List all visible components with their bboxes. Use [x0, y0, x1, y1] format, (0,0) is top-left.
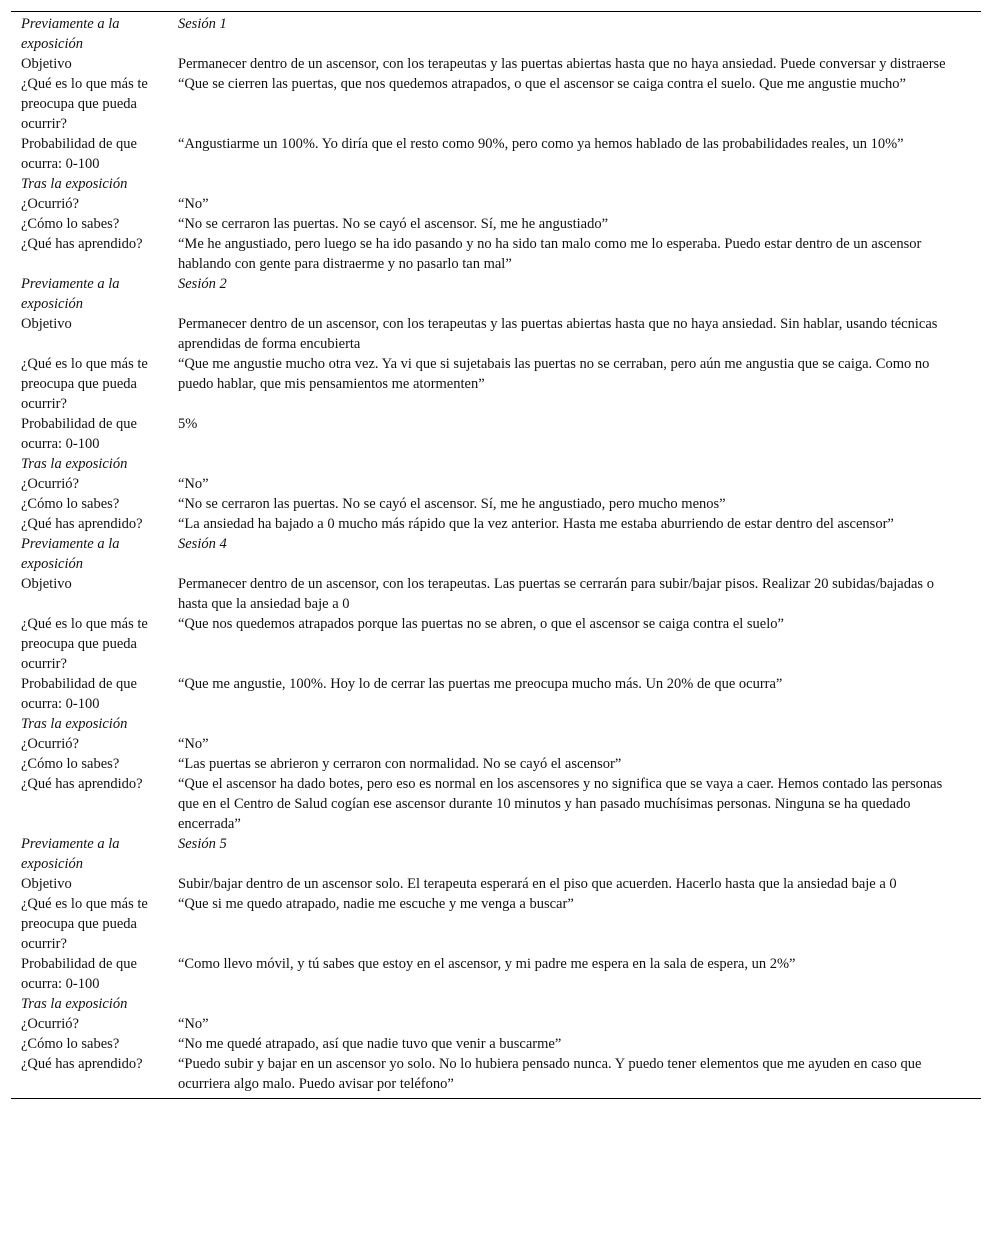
row-value: “Que me angustie mucho otra vez. Ya vi que si sujetabais las puertas no se cerraban, pero aún me angustia que se caiga. Como no puedo hablar, que mis pensamientos me atormenten” — [178, 356, 930, 392]
table-row — [11, 74, 981, 134]
row-label: ¿Qué es lo que más te preocupa que pueda ocurrir? — [21, 76, 148, 132]
row-label: ¿Cómo lo sabes? — [21, 216, 120, 232]
row-value: “Que me angustie, 100%. Hoy lo de cerrar las puertas me preocupa mucho más. Un 20% de que ocurra” — [178, 676, 783, 692]
row-label: Objetivo — [21, 576, 72, 592]
session-header-row — [11, 834, 981, 874]
row-value: “No” — [178, 476, 209, 492]
session-label: Sesión 5 — [178, 836, 227, 852]
row-value: “No” — [178, 196, 209, 212]
row-label: Probabilidad de que ocurra: 0-100 — [21, 676, 137, 712]
row-value: 5% — [178, 416, 198, 432]
row-value: Permanecer dentro de un ascensor, con los terapeutas. Las puertas se cerrarán para subir/bajar pisos. Realizar 20 subidas/bajadas o hasta que la ansiedad baje a 0 — [178, 576, 934, 612]
session-header-row — [11, 274, 981, 314]
session-label: Sesión 1 — [178, 16, 227, 32]
post-exposure-label: Tras la exposición — [21, 456, 128, 472]
post-exposure-row — [11, 714, 981, 734]
row-value: “Que nos quedemos atrapados porque las puertas no se abren, o que el ascensor se caiga contra el suelo” — [178, 616, 784, 632]
table-row — [11, 894, 981, 954]
table-row — [11, 1014, 981, 1034]
row-value: “Que el ascensor ha dado botes, pero eso es normal en los ascensores y no significa que se vaya a caer. Hemos contado las personas que en el Centro de Salud cogían ese ascensor durante 10 minutos y han pasado muchísimas personas. Ninguna se ha quedado encerrada” — [178, 776, 943, 832]
row-value: “Puedo subir y bajar en un ascensor yo solo. No lo hubiera pensado nunca. Y puedo tener elementos que me ayuden en caso que ocurriera algo malo. Puedo avisar por teléfono” — [178, 1056, 922, 1092]
row-value: “Las puertas se abrieron y cerraron con normalidad. No se cayó el ascensor” — [178, 756, 622, 772]
table-row — [11, 774, 981, 834]
row-label: ¿Qué has aprendido? — [21, 776, 143, 792]
row-value: “Como llevo móvil, y tú sabes que estoy en el ascensor, y mi padre me espera en la sala de espera, un 2%” — [178, 956, 796, 972]
post-exposure-label: Tras la exposición — [21, 716, 128, 732]
table-row — [11, 314, 981, 354]
session-header-row — [11, 534, 981, 574]
exposure-table — [11, 11, 981, 1099]
row-label: ¿Ocurrió? — [21, 196, 79, 212]
table-row — [11, 674, 981, 714]
table-row — [11, 754, 981, 774]
row-label: ¿Qué has aprendido? — [21, 236, 143, 252]
row-label: ¿Cómo lo sabes? — [21, 496, 120, 512]
row-label: ¿Cómo lo sabes? — [21, 1036, 120, 1052]
row-label: Probabilidad de que ocurra: 0-100 — [21, 136, 137, 172]
table-row — [11, 54, 981, 74]
table-row — [11, 234, 981, 274]
table-row — [11, 954, 981, 994]
table-row — [11, 574, 981, 614]
row-value: “La ansiedad ha bajado a 0 mucho más rápido que la vez anterior. Hasta me estaba aburriendo de estar dentro del ascensor” — [178, 516, 894, 532]
table-row — [11, 474, 981, 494]
row-value: “Me he angustiado, pero luego se ha ido pasando y no ha sido tan malo como me lo esperaba. Puedo estar dentro de un ascensor hablando con gente para distraerme y no pasarlo tan mal” — [178, 236, 922, 272]
session-label: Sesión 2 — [178, 276, 227, 292]
session-label: Sesión 4 — [178, 536, 227, 552]
table-row — [11, 734, 981, 754]
post-exposure-row — [11, 454, 981, 474]
row-label: Probabilidad de que ocurra: 0-100 — [21, 416, 137, 452]
row-value: Permanecer dentro de un ascensor, con los terapeutas y las puertas abiertas hasta que no haya ansiedad. Puede conversar y distraerse — [178, 56, 946, 72]
row-value: “Que si me quedo atrapado, nadie me escuche y me venga a buscar” — [178, 896, 574, 912]
row-label: Objetivo — [21, 876, 72, 892]
table-row — [11, 214, 981, 234]
table-row — [11, 134, 981, 174]
post-exposure-label: Tras la exposición — [21, 176, 128, 192]
pre-exposure-label: Previamente a la exposición — [21, 276, 120, 312]
row-value: “No” — [178, 1016, 209, 1032]
row-label: ¿Qué es lo que más te preocupa que pueda ocurrir? — [21, 896, 148, 952]
row-label: ¿Qué es lo que más te preocupa que pueda ocurrir? — [21, 616, 148, 672]
row-value: “No” — [178, 736, 209, 752]
row-value: “No se cerraron las puertas. No se cayó el ascensor. Sí, me he angustiado, pero mucho menos” — [178, 496, 726, 512]
row-label: ¿Qué has aprendido? — [21, 1056, 143, 1072]
pre-exposure-label: Previamente a la exposición — [21, 836, 120, 872]
table-row — [11, 494, 981, 514]
pre-exposure-label: Previamente a la exposición — [21, 16, 120, 52]
row-value: “Angustiarme un 100%. Yo diría que el resto como 90%, pero como ya hemos hablado de las probabilidades reales, un 10%” — [178, 136, 904, 152]
row-label: ¿Qué has aprendido? — [21, 516, 143, 532]
row-label: ¿Ocurrió? — [21, 476, 79, 492]
session-header-row — [11, 14, 981, 54]
row-label: ¿Ocurrió? — [21, 1016, 79, 1032]
row-value: Permanecer dentro de un ascensor, con los terapeutas y las puertas abiertas hasta que no haya ansiedad. Sin hablar, usando técnicas aprendidas de forma encubierta — [178, 316, 938, 352]
row-value: “No se cerraron las puertas. No se cayó el ascensor. Sí, me he angustiado” — [178, 216, 609, 232]
pre-exposure-label: Previamente a la exposición — [21, 536, 120, 572]
table-row — [11, 194, 981, 214]
row-label: ¿Qué es lo que más te preocupa que pueda ocurrir? — [21, 356, 148, 412]
row-label: Probabilidad de que ocurra: 0-100 — [21, 956, 137, 992]
post-exposure-label: Tras la exposición — [21, 996, 128, 1012]
post-exposure-row — [11, 994, 981, 1014]
table-row — [11, 354, 981, 414]
table-row — [11, 514, 981, 534]
post-exposure-row — [11, 174, 981, 194]
row-label: ¿Ocurrió? — [21, 736, 79, 752]
table-row — [11, 1054, 981, 1094]
table-row — [11, 1034, 981, 1054]
row-label: ¿Cómo lo sabes? — [21, 756, 120, 772]
row-label: Objetivo — [21, 56, 72, 72]
row-label: Objetivo — [21, 316, 72, 332]
table-row — [11, 874, 981, 894]
row-value: “No me quedé atrapado, así que nadie tuvo que venir a buscarme” — [178, 1036, 562, 1052]
table-row — [11, 614, 981, 674]
row-value: “Que se cierren las puertas, que nos quedemos atrapados, o que el ascensor se caiga contra el suelo. Que me angustie mucho” — [178, 76, 906, 92]
table-row — [11, 414, 981, 454]
row-value: Subir/bajar dentro de un ascensor solo. El terapeuta esperará en el piso que acuerden. Hacerlo hasta que la ansiedad baje a 0 — [178, 876, 897, 892]
